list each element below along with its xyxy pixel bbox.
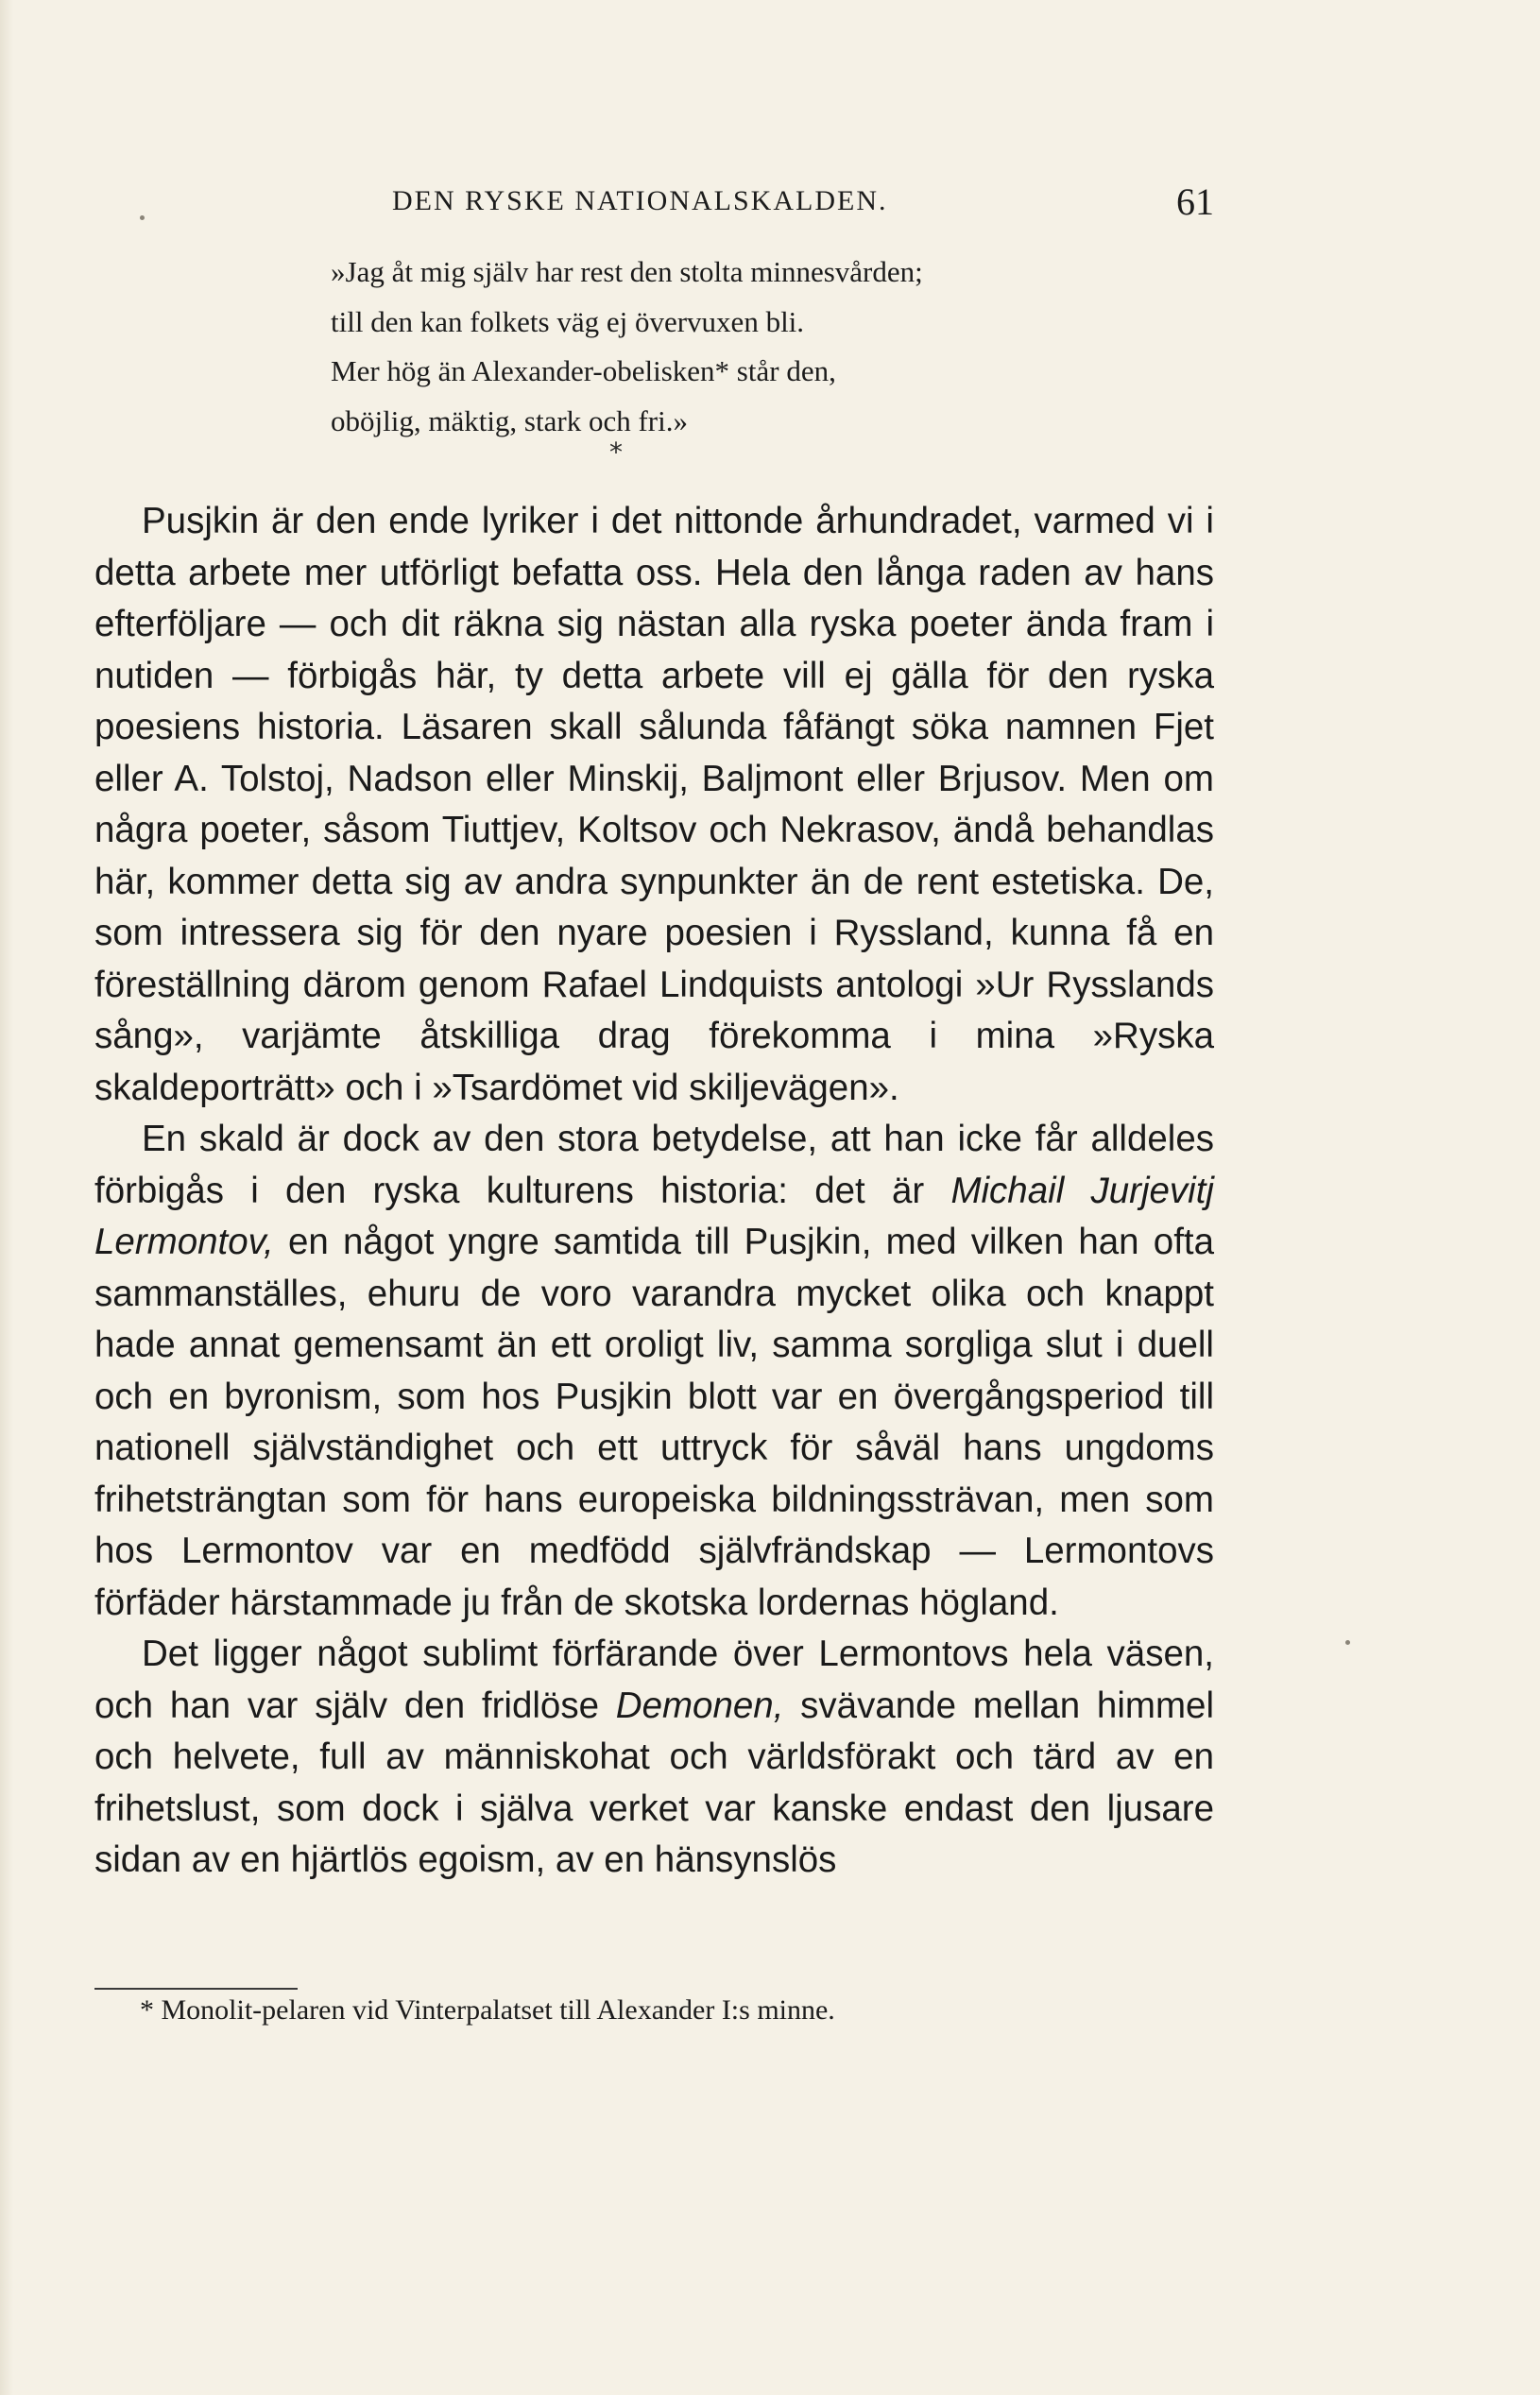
paragraph — [94, 1114, 1214, 1629]
paragraph-text: En skald är dock av den stora betydelse, att han icke får alldeles förbigås i den ryska kulturens historia: det är — [94, 1119, 1214, 1211]
section-asterism: * — [609, 436, 623, 468]
italic-title: Demonen, — [615, 1685, 784, 1726]
body-text — [94, 496, 1214, 1887]
verse-line: »Jag åt mig själv har rest den stolta minnesvården; — [331, 255, 923, 288]
running-title: DEN RYSKE NATIONALSKALDEN. — [392, 185, 888, 216]
verse-line: Mer hög än Alexander-obelisken* står den, — [331, 354, 836, 387]
paragraph-text: svävande mellan himmel och helvete, full av människohat och världsförakt och tärd av en frihetslust, som dock i själva verket var kanske endast den ljusare sidan av en hjärtlös egoism, av en hänsynslös — [94, 1685, 1214, 1880]
footnote-rule — [94, 1988, 298, 1990]
paragraph: Pusjkin är den ende lyriker i det nittonde århundradet, varmed vi i detta arbete mer utförligt befatta oss. Hela den långa raden av hans efterföljare — och dit räkna sig nästan alla ryska poeter ända fram i nutiden — förbigås här, ty detta arbete vill ej gälla för den ryska poesiens historia. Läsaren skall sålunda fåfängt söka namnen Fjet eller A. Tolstoj, Nadson eller Minskij, Baljmont eller Brjusov. Men om några poeter, såsom Tiuttjev, Koltsov och Nekrasov, ändå behandlas här, kommer detta sig av andra synpunkter än de rent estetiska. De, som intressera sig för den nyare poesien i Ryssland, kunna få en föreställning därom genom Rafael Lindquists antologi »Ur Rysslands sång», varjämte åtskilliga drag förekomma i mina »Ryska skaldeporträtt» och i »Tsardömet vid skiljevägen». — [94, 501, 1214, 1108]
paragraph-text: Det ligger något sublimt förfärande över Lermontovs hela väsen, och han var själv den fridlöse — [94, 1634, 1214, 1726]
verse-line: oböjlig, mäktig, stark och fri.» — [331, 403, 688, 437]
page-number: 61 — [1176, 180, 1214, 223]
paragraph — [94, 1629, 1214, 1887]
verse-quote — [331, 248, 923, 446]
footnote: * Monolit-pelaren vid Vinterpalatset till Alexander I:s minne. — [140, 1994, 835, 2026]
italic-name: Michail Jurjevitj Lermontov, — [94, 1170, 1214, 1262]
paper-speck — [140, 215, 145, 220]
paper-speck — [1345, 1640, 1350, 1645]
page-header — [94, 180, 1214, 242]
verse-line: till den kan folkets väg ej övervuxen bli. — [331, 304, 805, 338]
paragraph-text: en något yngre samtida till Pusjkin, med vilken han ofta sammanställes, ehuru de voro varandra mycket olika och knappt hade annat gemensamt än ett oroligt liv, samma sorgliga slut i duell och en byronism, som hos Pusjkin blott var en övergångsperiod till nationell självständighet och ett uttryck för såväl hans ungdoms frihetsträngtan som för hans europeiska bildningssträvan, men som hos Lermontov var en medfödd självfrändskap — Lermontovs förfäder härstammade ju från de skotska lordernas högland. — [94, 1222, 1214, 1623]
